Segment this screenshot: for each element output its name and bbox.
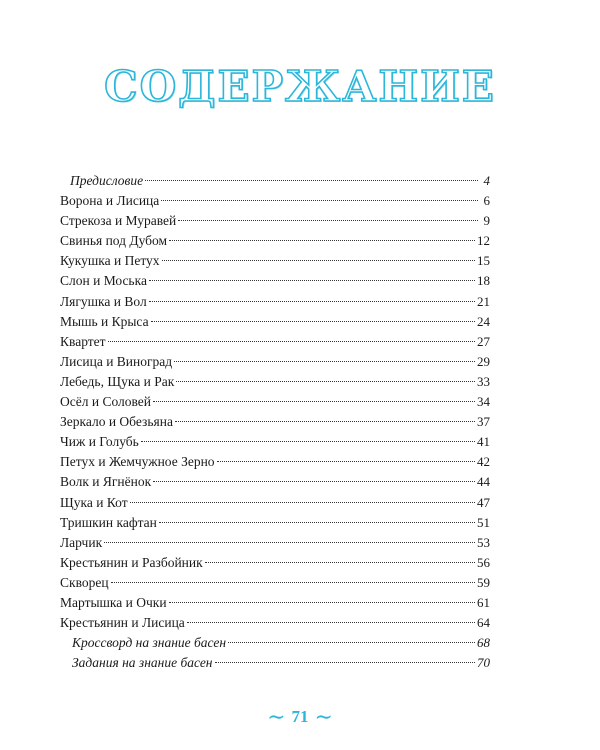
toc-entry-page: 56 (477, 554, 490, 570)
toc-entry-title: Волк и Ягнёнок (60, 474, 152, 490)
toc-entry-page: 59 (477, 574, 490, 590)
toc-entry (60, 533, 490, 553)
toc-entry-title: Свинья под Дубом (60, 233, 168, 249)
toc-entry-title: Зеркало и Обезьяна (60, 414, 173, 430)
toc-dot-leader (161, 200, 478, 201)
toc-entry-page: 42 (477, 454, 490, 470)
toc-entry-title: Мышь и Крыса (60, 313, 149, 329)
page-footer (0, 706, 600, 728)
toc-entry-page: 6 (483, 193, 490, 209)
toc-entry-page: 27 (477, 333, 490, 349)
toc-dot-leader (153, 481, 475, 482)
toc-entry-title: Осёл и Соловей (60, 394, 152, 410)
toc-entry (60, 171, 490, 191)
toc-entry-page: 41 (477, 434, 490, 450)
toc-entry-title: Квартет (60, 333, 106, 349)
toc-dot-leader (145, 180, 478, 181)
toc-entry-page: 12 (477, 233, 490, 249)
toc-entry-page: 47 (477, 494, 490, 510)
toc-entry-title: Крестьянин и Разбойник (60, 554, 203, 570)
toc-entry (60, 372, 490, 392)
toc-entry (60, 231, 490, 251)
toc-dot-leader (205, 562, 475, 563)
toc-dot-leader (149, 301, 475, 302)
toc-entry (60, 392, 490, 412)
toc-entry-page: 21 (477, 293, 490, 309)
toc-entry (60, 513, 490, 533)
toc-entry-page: 9 (483, 213, 490, 229)
toc-entry-title: Тришкин кафтан (60, 514, 157, 530)
toc-entry-title: Кукушка и Петух (60, 253, 160, 269)
toc-entry-title: Крестьянин и Лисица (60, 615, 185, 631)
ornament-left-icon: ∼ (267, 704, 286, 729)
toc-entry-title: Скворец (60, 574, 109, 590)
toc-dot-leader (149, 280, 475, 281)
toc-entry (60, 312, 490, 332)
toc-entry (60, 251, 490, 271)
toc-entry-title: Чиж и Голубь (60, 434, 139, 450)
page-number: 71 (291, 707, 309, 726)
toc-entry (60, 553, 490, 573)
toc-entry (60, 352, 490, 372)
toc-entry-title: Предисловие (70, 173, 144, 188)
toc-dot-leader (215, 662, 475, 663)
toc-entry (60, 332, 490, 352)
toc-entry (60, 432, 490, 452)
toc-entry-title: Петух и Жемчужное Зерно (60, 454, 215, 470)
toc-dot-leader (217, 461, 475, 462)
toc-entry-title: Лягушка и Вол (60, 293, 147, 309)
toc-dot-leader (162, 260, 475, 261)
toc-entry-page: 64 (477, 615, 490, 631)
toc-entry-page: 51 (477, 514, 490, 530)
toc-dot-leader (176, 381, 475, 382)
toc-entry-title: Стрекоза и Муравей (60, 213, 177, 229)
toc-entry-title: Ворона и Лисица (60, 193, 160, 209)
toc-dot-leader (130, 502, 475, 503)
toc-entry-title: Ларчик (60, 534, 103, 550)
toc-entry (60, 653, 490, 673)
toc-dot-leader (108, 341, 475, 342)
toc-dot-leader (151, 321, 475, 322)
page-title: СОДЕРЖАНИЕ (104, 62, 496, 112)
toc-entry (60, 412, 490, 432)
toc-dot-leader (178, 220, 478, 221)
toc-entry-page: 61 (477, 594, 490, 610)
toc-entry-title: Слон и Моська (60, 273, 147, 289)
toc-entry-title: Лисица и Виноград (60, 353, 173, 369)
toc-dot-leader (153, 401, 475, 402)
toc-entry-page: 33 (477, 373, 490, 389)
toc-entry (60, 472, 490, 492)
toc-dot-leader (228, 642, 475, 643)
toc-dot-leader (169, 240, 475, 241)
toc-entry-page: 34 (477, 394, 490, 410)
toc-entry-page: 15 (477, 253, 490, 269)
toc-entry-page: 37 (477, 414, 490, 430)
toc-dot-leader (159, 522, 475, 523)
toc-entry-title: Щука и Кот (60, 494, 128, 510)
table-of-contents (60, 171, 490, 673)
toc-entry (60, 271, 490, 291)
toc-entry-page: 4 (483, 173, 490, 188)
toc-entry-page: 70 (477, 655, 490, 671)
toc-entry-page: 53 (477, 534, 490, 550)
toc-entry (60, 493, 490, 513)
toc-dot-leader (187, 622, 475, 623)
toc-entry-page: 18 (477, 273, 490, 289)
toc-entry-title: Кроссворд на знание басен (72, 635, 227, 651)
toc-entry (60, 613, 490, 633)
toc-dot-leader (169, 602, 475, 603)
toc-entry-page: 44 (477, 474, 490, 490)
toc-entry-title: Мартышка и Очки (60, 594, 167, 610)
toc-dot-leader (175, 421, 475, 422)
toc-dot-leader (141, 441, 475, 442)
toc-dot-leader (104, 542, 475, 543)
toc-entry (60, 573, 490, 593)
toc-dot-leader (174, 361, 475, 362)
toc-entry-page: 29 (477, 353, 490, 369)
toc-entry-title: Лебедь, Щука и Рак (60, 373, 175, 389)
toc-entry-title: Задания на знание басен (72, 655, 213, 671)
toc-entry (60, 292, 490, 312)
toc-entry-page: 68 (477, 635, 490, 651)
toc-entry (60, 593, 490, 613)
toc-entry-page: 24 (477, 313, 490, 329)
toc-entry (60, 452, 490, 472)
toc-entry (60, 633, 490, 653)
toc-dot-leader (111, 582, 475, 583)
toc-entry (60, 211, 490, 231)
ornament-right-icon: ∼ (314, 704, 333, 729)
toc-entry (60, 191, 490, 211)
